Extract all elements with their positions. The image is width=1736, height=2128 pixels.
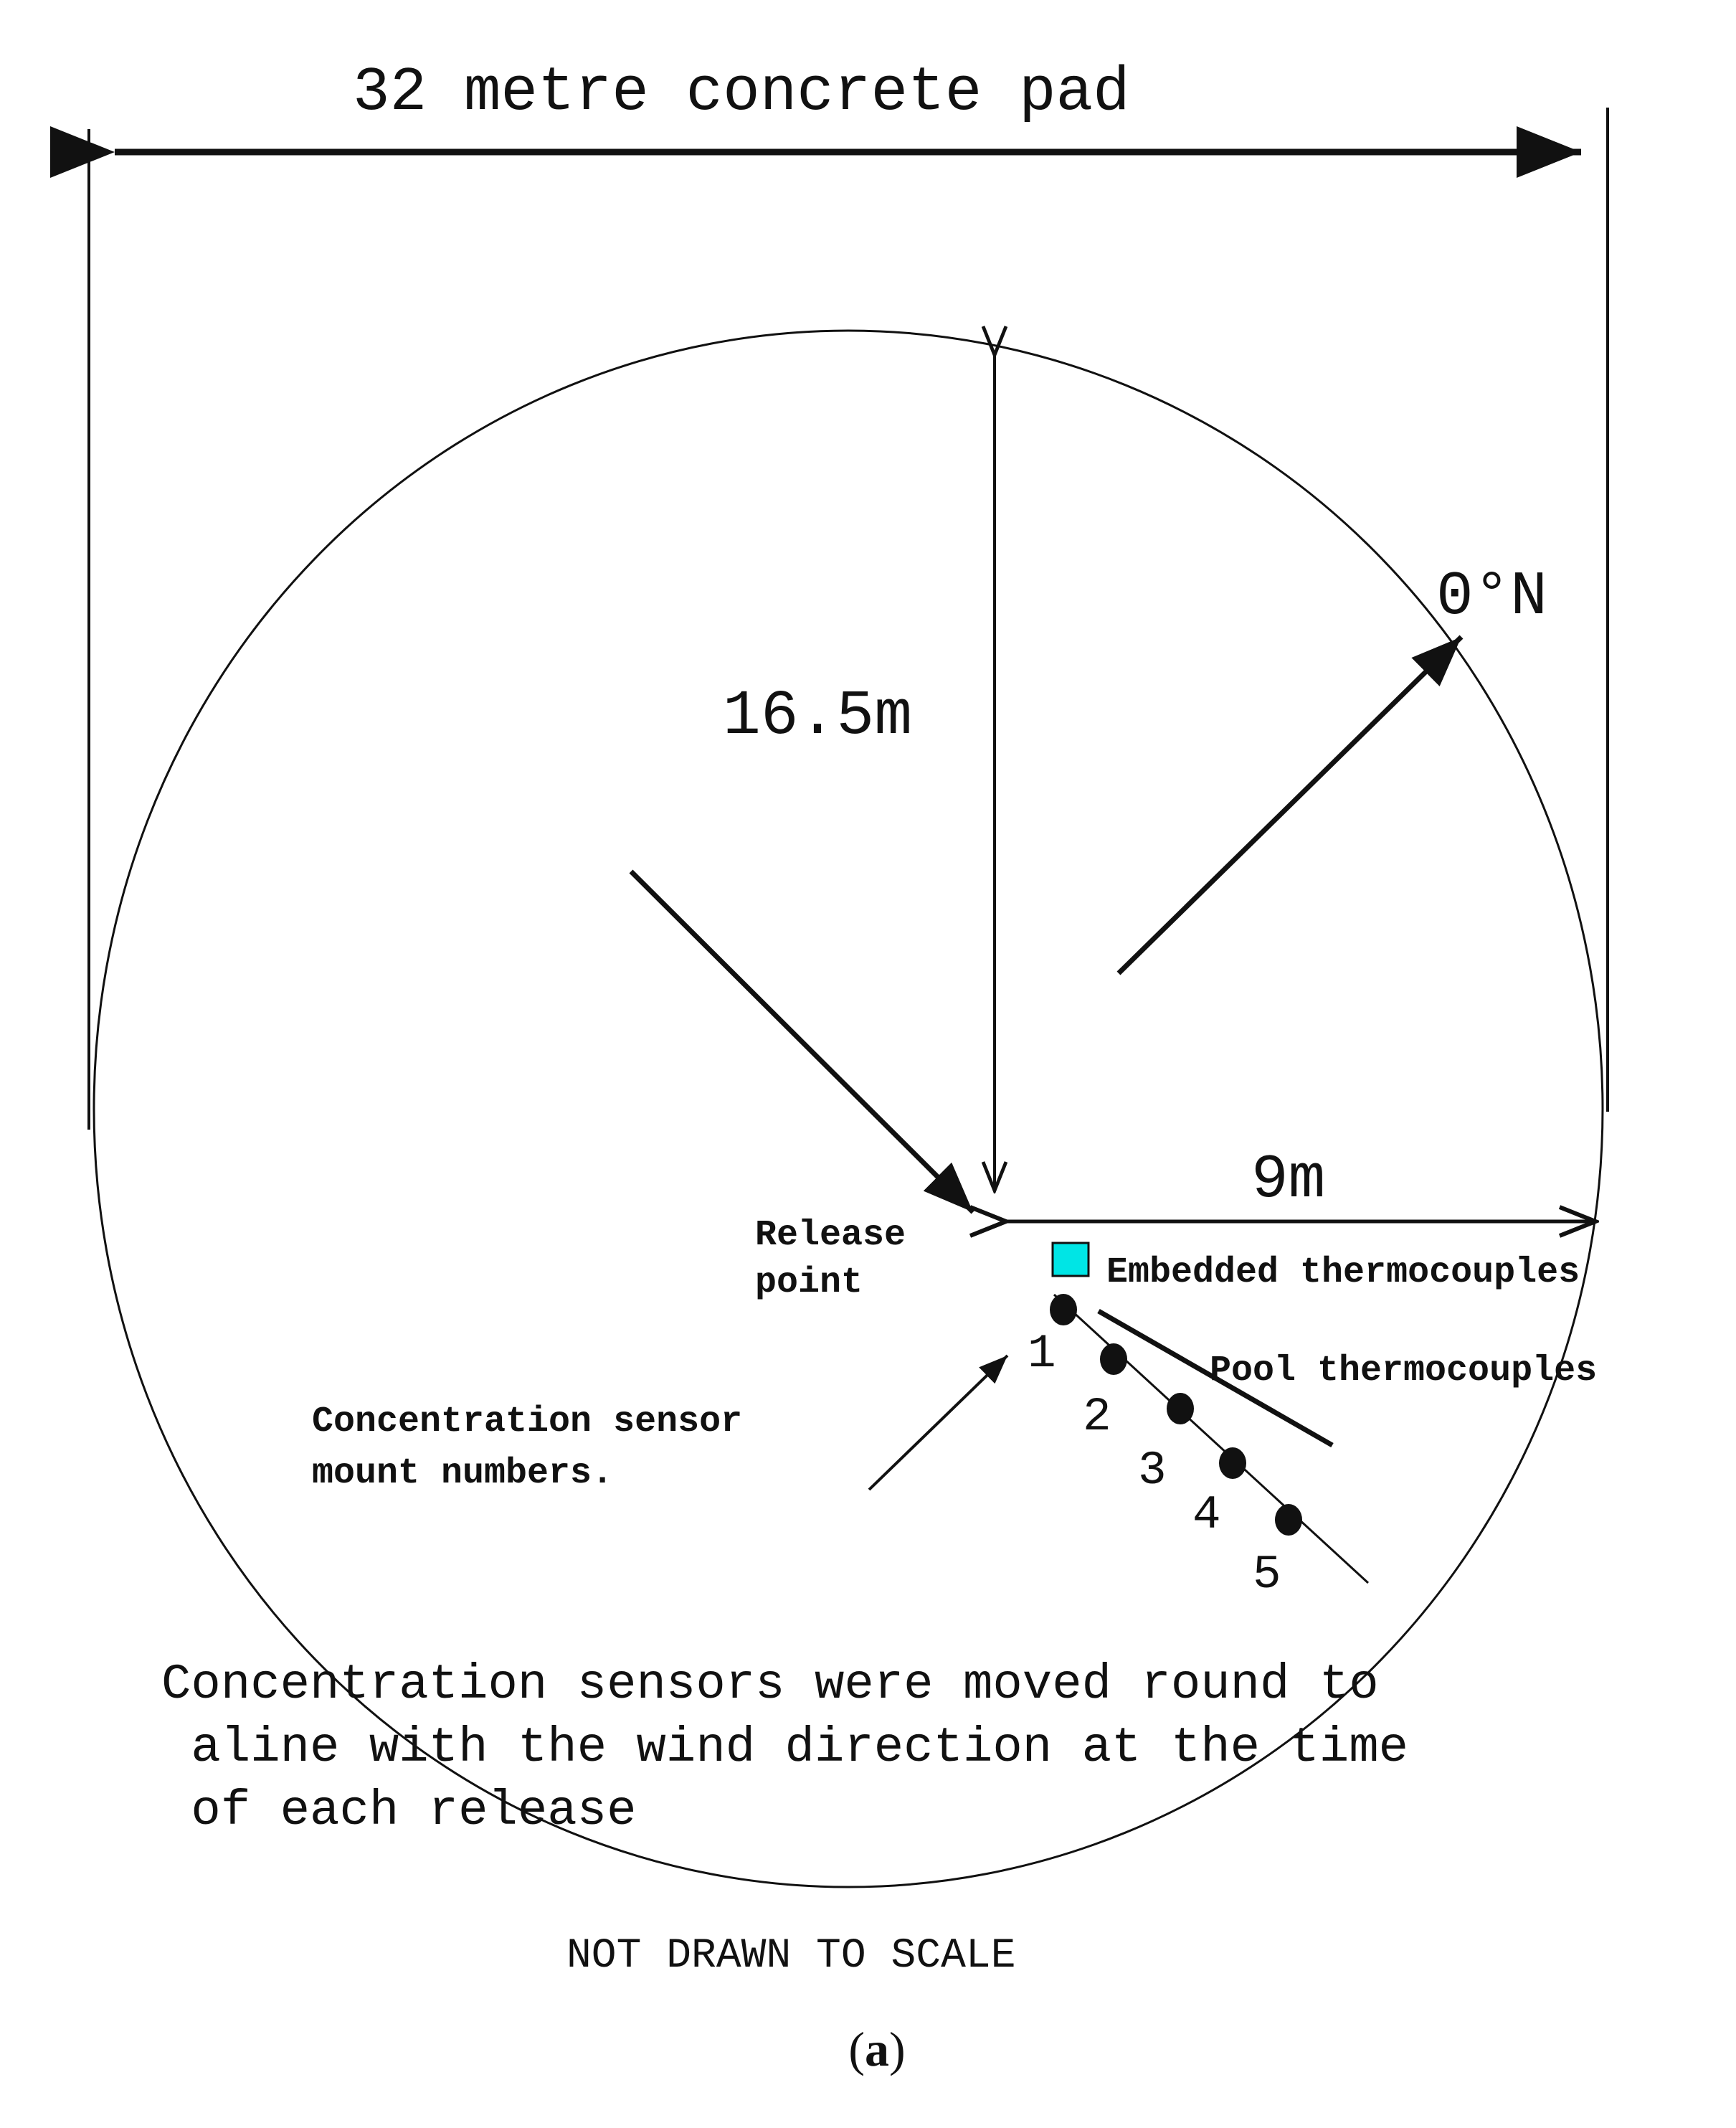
scale-note: NOT DRAWN TO SCALE — [566, 1933, 1016, 1980]
release-point-label: Release point — [755, 1215, 906, 1303]
release-pointer-arrow — [631, 871, 973, 1212]
sensor-mount-number: 3 — [1138, 1444, 1167, 1498]
panel-label: (a) — [848, 2022, 906, 2076]
sensor-mount-3 — [1167, 1393, 1194, 1424]
radius-label: 16.5m — [723, 681, 913, 752]
sensor-mount-5 — [1275, 1504, 1302, 1536]
sensor-mount-number: 5 — [1253, 1548, 1281, 1602]
sensor-mount-number: 2 — [1083, 1390, 1111, 1444]
pad-circle — [94, 331, 1603, 1887]
offset-label: 9m — [1251, 1145, 1326, 1215]
relocation-note: Concentration sensors were moved round to aline with the wind direction at the time of each release — [161, 1657, 1409, 1839]
sensor-mount-number: 1 — [1028, 1327, 1056, 1381]
embedded-thermocouples-label: Embedded thermocouples — [1106, 1252, 1580, 1293]
pad-title: 32 metre concrete pad — [353, 57, 1130, 128]
pool-thermocouples-label: Pool thermocouples — [1210, 1351, 1598, 1391]
sensor-mount-2 — [1100, 1343, 1127, 1375]
sensor-mount-number: 4 — [1192, 1488, 1221, 1542]
north-arrow — [1119, 637, 1461, 973]
sensor-mount-pointer-arrow — [869, 1356, 1007, 1490]
north-label: 0°N — [1436, 562, 1547, 632]
sensor-mount-label: Concentration sensor mount numbers. — [312, 1401, 743, 1494]
sensor-mount-1 — [1050, 1294, 1077, 1325]
sensor-mount-4 — [1219, 1447, 1246, 1479]
embedded-thermocouple-marker — [1053, 1243, 1088, 1276]
